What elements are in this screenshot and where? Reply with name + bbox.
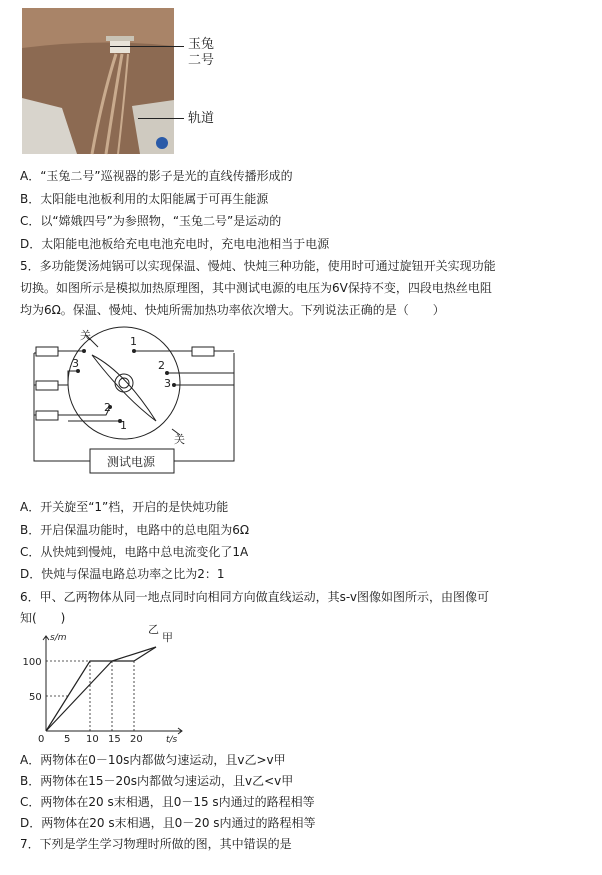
x-axis-label: t/s <box>166 735 178 745</box>
q5-option-b: B．开启保温功能时，电路中的总电阻为6Ω <box>20 523 250 537</box>
y-tick-100: 100 <box>22 657 42 668</box>
resistor-left-middle <box>36 381 58 390</box>
series-label-0: 乙 <box>148 623 159 636</box>
y-axis-label: s/m <box>50 633 67 643</box>
q6-option-a: A．两物体在0－10s内都做匀速运动，且v乙>v甲 <box>20 753 286 767</box>
circuit-contact-1-bottom: 1 <box>120 419 127 432</box>
q5-stem-line3: 均为6Ω。保温、慢炖、快炖所需加热功率依次增大。下列说法正确的是（ ） <box>20 303 445 317</box>
series-line-0 <box>46 647 156 731</box>
q4-option-c: C．以“嫦娥四号”为参照物，“玉兔二号”是运动的 <box>20 214 282 228</box>
q5-stem-line1: 5．多功能煲汤炖锅可以实现保温、慢炖、快炖三种功能，使用时可通过旋钮开关实现功能 <box>20 259 496 273</box>
circuit-label-off-bottom: 关 <box>174 433 185 446</box>
circuit-label-off-top: 关 <box>80 329 91 342</box>
q6-option-b: B．两物体在15－20s内都做匀速运动，且v乙<v甲 <box>20 774 294 788</box>
x-tick-5: 5 <box>64 734 71 745</box>
resistor-right <box>192 347 214 356</box>
rover-pointer-line <box>110 46 184 47</box>
st-graph <box>22 623 194 748</box>
circuit-contact-3-right: 3 <box>164 377 171 390</box>
q7-stem: 7．下列是学生学习物理时所做的图，其中错误的是 <box>20 837 292 851</box>
q6-stem-line2: 知( ) <box>20 611 66 625</box>
x-tick-0: 0 <box>38 734 45 745</box>
x-tick-10: 10 <box>86 734 99 745</box>
q5-option-c: C．从快炖到慢炖，电路中总电流变化了1A <box>20 545 249 559</box>
circuit-contact-2-left: 2 <box>104 401 111 414</box>
resistor-left-bottom <box>36 411 58 420</box>
q5-stem-line2: 切换。如图所示是模拟加热原理图，其中测试电源的电压为6V保持不变，四段电热丝电阻 <box>20 281 492 295</box>
heater-circuit-diagram <box>22 325 242 485</box>
circuit-contact-1-top: 1 <box>130 335 137 348</box>
q4-option-b: B．太阳能电池板利用的太阳能属于可再生能源 <box>20 192 269 206</box>
y-tick-50: 50 <box>29 692 42 703</box>
q5-option-a: A．开关旋至“1”档，开启的是快炖功能 <box>20 500 229 514</box>
q6-option-c: C．两物体在20 s末相遇，且0－15 s内通过的路程相等 <box>20 795 315 809</box>
circuit-contact-3-left: 3 <box>72 357 79 370</box>
series-line-1 <box>46 647 156 731</box>
x-tick-20: 20 <box>130 734 143 745</box>
q6-option-d: D．两物体在20 s末相遇，且0－20 s内通过的路程相等 <box>20 816 316 830</box>
rover-label-line2: 二号 <box>188 53 215 68</box>
q5-option-d: D．快炖与保温电路总功率之比为2：1 <box>20 567 225 581</box>
rover-photo <box>22 8 174 154</box>
resistor-left-top <box>36 347 58 356</box>
q6-stem-line1: 6．甲、乙两物体从同一地点同时向相同方向做直线运动，其s-v图像如图所示，由图像可 <box>20 590 489 604</box>
q4-option-a: A．“玉兔二号”巡视器的影子是光的直线传播形成的 <box>20 169 293 183</box>
x-tick-15: 15 <box>108 734 121 745</box>
track-label: 轨道 <box>188 111 215 126</box>
series-label-1: 甲 <box>162 631 173 644</box>
circuit-label-power: 测试电源 <box>107 455 156 469</box>
circuit-contact-2-right: 2 <box>158 359 165 372</box>
rover-photo-drawing <box>22 8 174 154</box>
track-pointer-line <box>138 118 184 119</box>
rover-label-line1: 玉兔 <box>188 37 215 52</box>
q4-option-d: D．太阳能电池板给充电电池充电时，充电电池相当于电源 <box>20 237 330 251</box>
